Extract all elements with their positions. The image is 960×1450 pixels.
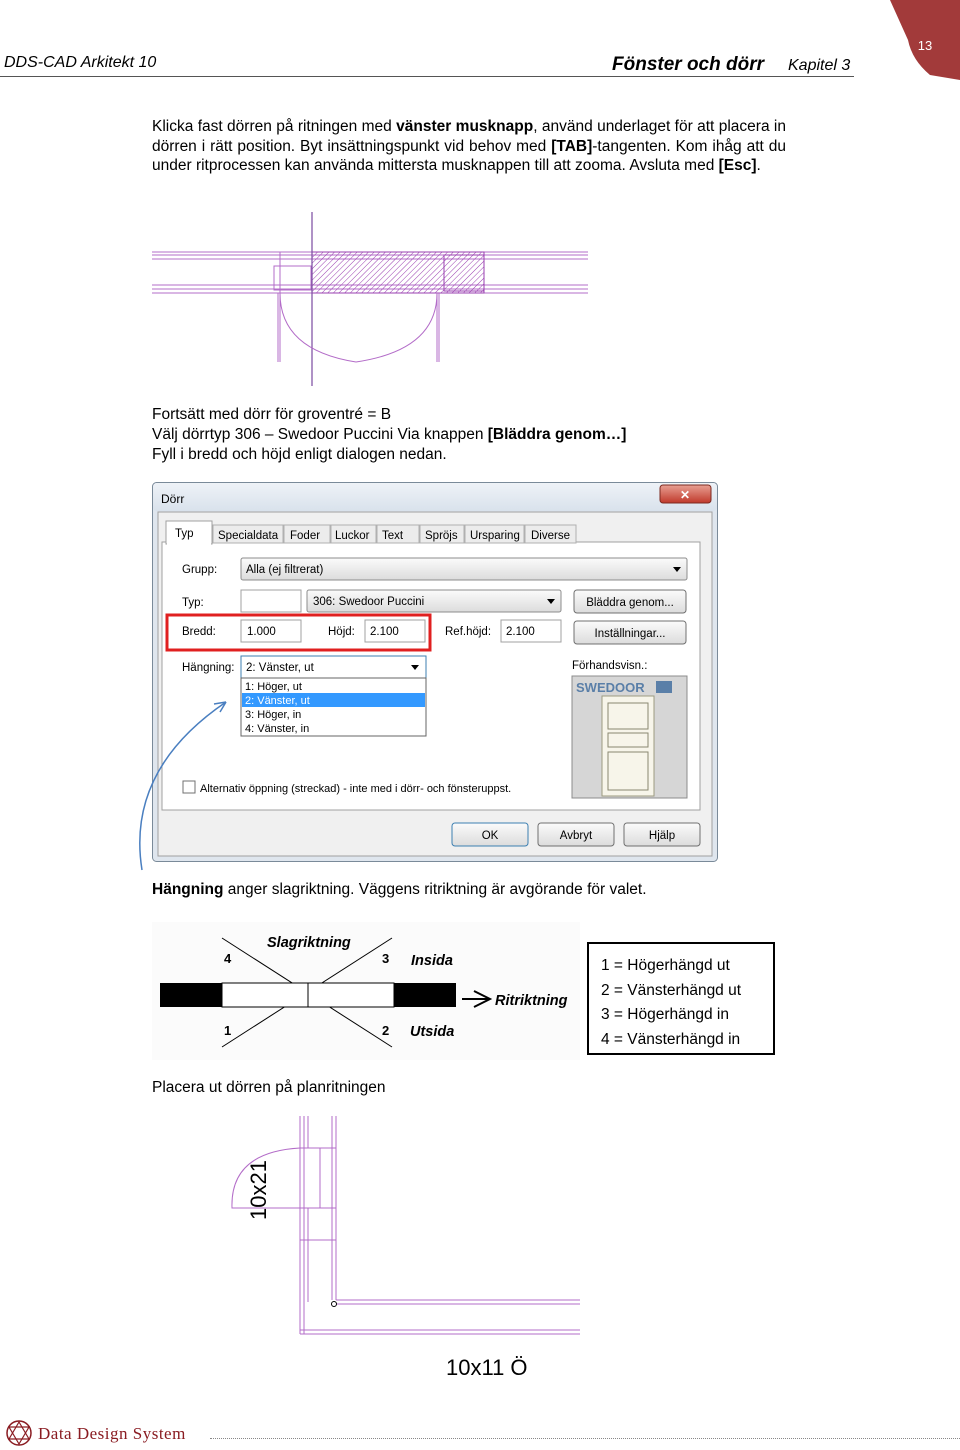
quadrant-4: 4 (224, 951, 232, 966)
svg-text:Spröjs: Spröjs (425, 530, 458, 542)
legend-item: 2 = Vänsterhängd ut (601, 981, 742, 999)
door-placement-drawing (150, 210, 592, 390)
dialog-title: Dörr (161, 492, 185, 506)
svg-text:Inställningar...: Inställningar... (594, 628, 666, 640)
instructions (152, 405, 626, 465)
svg-text:Typ: Typ (175, 528, 194, 540)
tab-ursparing[interactable] (465, 525, 524, 543)
svg-text:2.100: 2.100 (370, 626, 399, 638)
swedoor-logo: SWEDOOR (576, 680, 645, 695)
ok-button[interactable] (452, 823, 528, 846)
group-label: Grupp: (182, 564, 218, 576)
ref-height-label: Ref.höjd: (445, 626, 492, 638)
settings-button[interactable] (574, 621, 686, 644)
close-icon: ✕ (679, 488, 691, 502)
svg-text:Foder: Foder (290, 530, 321, 542)
intro-paragraph: Klicka fast dörren på ritningen med vänster musknapp, använd underlaget för att placera in dörren i rätt position. Byt insättningspunkt vid behov med [TAB]-tangenten. Kom ihåg att du under ritprocessen kan använda mittersta musknappen till att zooma. Avsluta med [Esc]. (152, 118, 786, 174)
svg-text:1.000: 1.000 (247, 626, 276, 638)
svg-text:Avbryt: Avbryt (559, 830, 593, 842)
footer-company: Data Design System (38, 1424, 186, 1443)
type-select[interactable] (307, 590, 561, 612)
preview-label: Förhandsvisn.: (572, 660, 648, 672)
swing-direction-diagram (152, 922, 580, 1060)
tab-sprojs[interactable] (420, 525, 464, 543)
quadrant-3: 3 (382, 951, 390, 966)
header-rule (0, 76, 854, 77)
floor-plan-drawing (210, 1112, 590, 1394)
width-label: Bredd: (182, 626, 216, 638)
hinge-select[interactable] (241, 656, 426, 678)
help-button[interactable] (624, 823, 700, 846)
group-select[interactable] (241, 558, 687, 580)
svg-text:2.100: 2.100 (506, 626, 535, 638)
annotation-arrow (126, 690, 246, 875)
browse-button[interactable] (574, 590, 686, 613)
inside-label: Insida (411, 953, 453, 969)
hinge-option[interactable]: 3: Höger, in (245, 709, 302, 721)
hinge-option-selected[interactable]: 2: Vänster, ut (245, 695, 310, 707)
svg-text:306: Swedoor Puccini: 306: Swedoor Puccini (313, 596, 425, 608)
ref-height-field[interactable] (501, 620, 561, 642)
legend-item: 1 = Högerhängd ut (601, 957, 730, 974)
svg-text:Specialdata: Specialdata (218, 530, 279, 542)
hinge-legend (587, 942, 775, 1055)
hinge-option[interactable]: 4: Vänster, in (245, 723, 310, 735)
footer-rule (210, 1438, 960, 1439)
legend-item: 3 = Högerhängd in (601, 1006, 729, 1023)
tab-typ[interactable] (166, 521, 212, 545)
company-logo-icon (4, 1418, 34, 1448)
svg-text:2: Vänster, ut: 2: Vänster, ut (246, 662, 314, 674)
alternative-opening-label: Alternativ öppning (streckad) - inte med i dörr- och fönsteruppst. (200, 783, 512, 795)
type-number-field[interactable] (241, 590, 301, 612)
legend-item: 4 = Vänsterhängd in (601, 1030, 741, 1048)
hinge-option[interactable]: 1: Höger, ut (245, 681, 302, 693)
svg-text:Alla (ej filtrerat): Alla (ej filtrerat) (246, 564, 324, 576)
hinge-note: Hängning anger slagriktning. Väggens ritriktning är avgörande för valet. (152, 881, 647, 898)
type-label: Typ: (182, 597, 204, 609)
height-label: Höjd: (328, 626, 355, 638)
tab-diverse[interactable] (525, 525, 576, 543)
tab-luckor[interactable] (331, 525, 376, 543)
svg-text:Bläddra genom...: Bläddra genom... (586, 597, 674, 609)
place-caption: Placera ut dörren på planritningen (152, 1079, 386, 1096)
cancel-button[interactable] (538, 823, 614, 846)
svg-text:Luckor: Luckor (335, 530, 370, 542)
door-label-vertical: 10x21 (246, 1160, 271, 1220)
direction-label: Ritriktning (495, 993, 568, 1009)
svg-text:Hjälp: Hjälp (648, 830, 676, 842)
hinge-label: Hängning: (182, 662, 235, 674)
opening-label: 10x11 Ö (446, 1355, 528, 1380)
width-field[interactable] (241, 620, 301, 642)
svg-text:Diverse: Diverse (531, 530, 570, 542)
instruction-line-2: Välj dörrtyp 306 – Swedoor Puccini Via knappen [Bläddra genom…] (152, 426, 627, 443)
preview-image (572, 676, 687, 798)
outside-label: Utsida (410, 1024, 455, 1040)
svg-text:Text: Text (382, 530, 404, 542)
svg-text:OK: OK (481, 830, 499, 842)
quadrant-2: 2 (382, 1023, 390, 1038)
header-product: DDS-CAD Arkitekt 10 (4, 54, 157, 71)
header-section-title: Fönster och dörr (612, 54, 765, 75)
dialog-close-button[interactable] (660, 485, 711, 503)
tab-text[interactable] (377, 525, 419, 543)
page-number: 13 (917, 38, 933, 53)
tab-specialdata[interactable] (213, 525, 283, 543)
svg-text:Ursparing: Ursparing (470, 530, 520, 542)
height-field[interactable] (365, 620, 425, 642)
instruction-line-3: Fyll i bredd och höjd enligt dialogen nedan. (152, 446, 447, 463)
header-chapter: Kapitel 3 (788, 57, 851, 74)
instruction-line-1: Fortsätt med dörr för groventré = B (152, 406, 392, 423)
tab-foder[interactable] (284, 525, 330, 543)
quadrant-1: 1 (224, 1023, 232, 1038)
hinge-options-list[interactable] (241, 678, 426, 736)
swing-title: Slagriktning (267, 935, 351, 951)
